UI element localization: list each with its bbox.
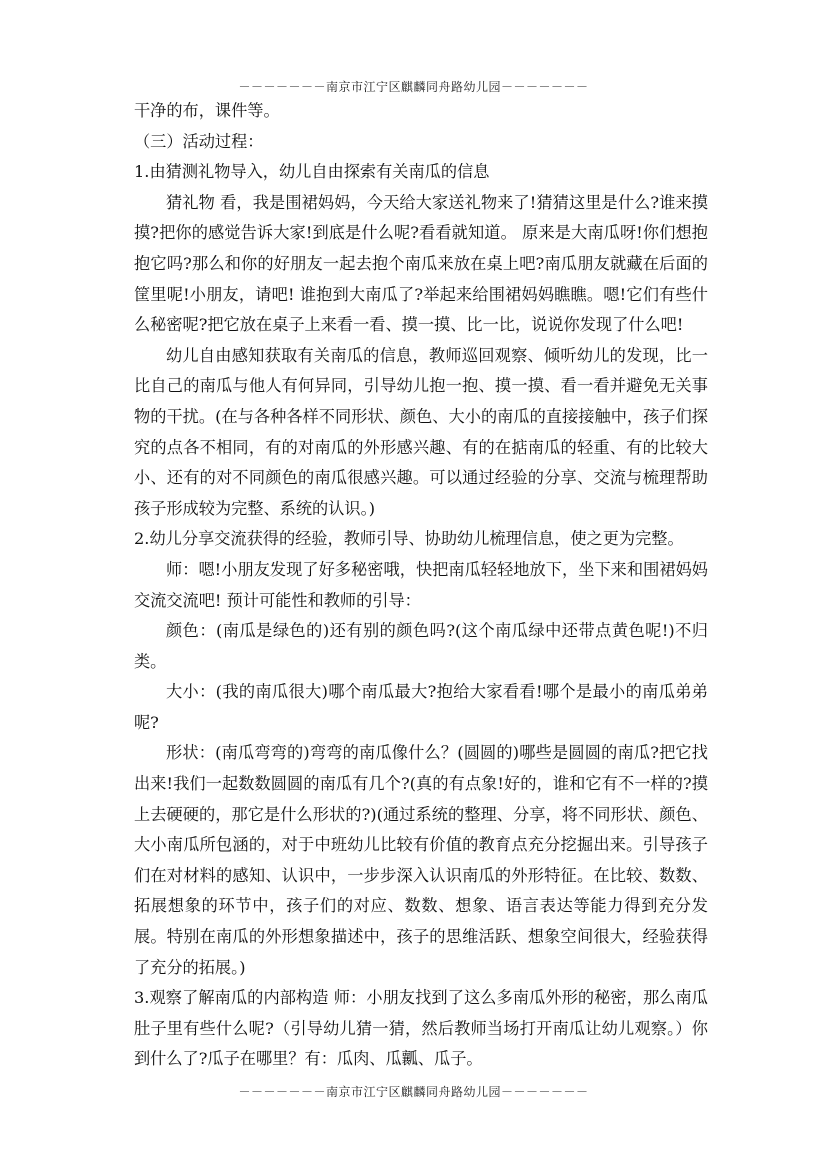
paragraph-shape: 形状：(南瓜弯弯的)弯弯的南瓜像什么？(圆圆的)哪些是圆圆的南瓜?把它找出来!我们一起数数圆圆的南瓜有几个?(真的有点象!好的，谁和它有不一样的?摸上去硬硬的，那它是什么形状的?)(通过系统的整理、分享，将不同形状、颜色、大小南瓜所包涵的，对于中班幼儿比较有价值的教育点充分挖掘出来。引导孩子们在对材料的感知、认识中，一步步深入认识南瓜的外形特征。在比较、数数、拓展想象的环节中，孩子们的对应、数数、想象、语言表达等能力得到充分发展。特别在南瓜的外形想象描述中，孩子的思维活跃、想象空间很大，经验获得了充分的拓展。) xyxy=(134,743,708,977)
document-body xyxy=(134,96,708,1075)
paragraph-materials-end: 干净的布，课件等。 xyxy=(134,101,280,120)
step-3-paragraph: 3.观察了解南瓜的内部构造 师：小朋友找到了这么多南瓜外形的秘密，那么南瓜肚子里有些什么呢?（引导幼儿猜一猜，然后教师当场打开南瓜让幼儿观察。）你到什么了?瓜子在哪里？有：瓜肉、瓜瓤、瓜子。 xyxy=(134,988,708,1069)
section-heading-activity-process: （三）活动过程： xyxy=(134,131,264,151)
step-2-heading: 2.幼儿分享交流获得的经验，教师引导、协助幼儿梳理信息，使之更为完整。 xyxy=(134,529,684,549)
page-footer: －－－－－－－南京市江宁区麒麟同舟路幼儿园－－－－－－－ xyxy=(238,1085,589,1099)
page-header: －－－－－－－南京市江宁区麒麟同舟路幼儿园－－－－－－－ xyxy=(238,80,589,94)
paragraph-size: 大小：(我的南瓜很大)哪个南瓜最大?抱给大家看看!哪个是最小的南瓜弟弟呢? xyxy=(134,682,708,732)
paragraph-guess-gift: 猜礼物 看，我是围裙妈妈，今天给大家送礼物来了!猜猜这里是什么?谁来摸摸?把你的感觉告诉大家!到底是什么呢?看看就知道。 原来是大南瓜呀!你们想抱抱它吗?那么和你的好朋友一起去抱个南瓜来放在桌上吧?南瓜朋友就藏在后面的筐里呢!小朋友，请吧! 谁抱到大南瓜了?举起来给围裙妈妈瞧瞧。嗯!它们有些什么秘密呢?把它放在桌子上来看一看、摸一摸、比一比，说说你发现了什么吧! xyxy=(134,192,708,335)
step-1-heading: 1.由猜测礼物导入，幼儿自由探索有关南瓜的信息 xyxy=(134,162,490,182)
paragraph-color: 颜色：(南瓜是绿色的)还有别的颜色吗?(这个南瓜绿中还带点黄色呢!)不归类。 xyxy=(134,621,708,671)
paragraph-teacher-dialogue: 师：嗯!小朋友发现了好多秘密哦，快把南瓜轻轻地放下，坐下来和围裙妈妈交流交流吧! 预计可能性和教师的引导： xyxy=(134,559,708,610)
paragraph-free-exploration: 幼儿自由感知获取有关南瓜的信息，教师巡回观察、倾听幼儿的发现，比一比自己的南瓜与他人有何异同，引导幼儿抱一抱、摸一摸、看一看并避免无关事物的干扰。(在与各种各样不同形状、颜色、大小的南瓜的直接接触中，孩子们探究的点各不相同，有的对南瓜的外形感兴趣、有的在掂南瓜的轻重、有的比较大小、还有的对不同颜色的南瓜很感兴趣。可以通过经验的分享、交流与梳理帮助孩子形成较为完整、系统的认识。) xyxy=(134,345,708,518)
